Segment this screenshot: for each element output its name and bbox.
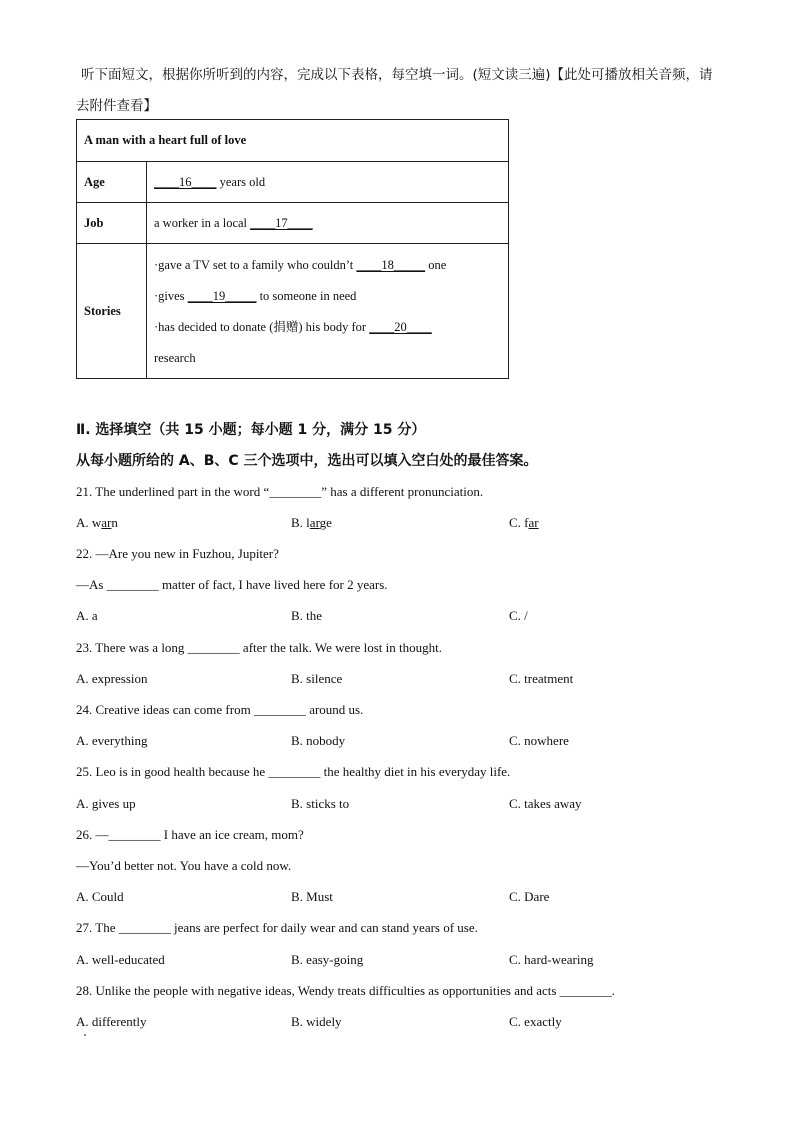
question-26-stem: 26. —________ I have an ice cream, mom? [76, 827, 304, 842]
table-title: A man with a heart full of love [77, 120, 509, 162]
question-27-stem: 27. The ________ jeans are perfect for daily wear and can stand years of use. [76, 920, 478, 935]
question-23-stem: 23. There was a long ________ after the talk. We were lost in thought. [76, 640, 442, 655]
listening-instructions: 听下面短文，根据你所听到的内容，完成以下表格，每空填一词。(短文读三遍)【此处可播放相关音频，请去附件查看】 [76, 67, 713, 114]
question-22-stem-line-2: —As ________ matter of fact, I have lived here for 2 years. [76, 577, 388, 592]
table-row-stories [77, 244, 509, 379]
question-25-options [76, 796, 716, 814]
option-a[interactable]: A. gives up [76, 796, 136, 811]
table-row-age [77, 162, 509, 203]
question-28-options [76, 1014, 716, 1032]
option-b[interactable]: B. nobody [291, 733, 346, 748]
blank-16: ____16____ [154, 174, 217, 189]
option-c[interactable]: C. Dare [509, 889, 550, 904]
story-line-4: research [154, 351, 196, 365]
table-row-job [77, 203, 509, 244]
underlined-part: ar [528, 515, 539, 530]
story-2-after: to someone in need [256, 289, 357, 303]
option-a[interactable]: A. Could [76, 889, 124, 904]
question-24-options [76, 733, 716, 751]
stories-label: Stories [77, 244, 147, 379]
story-1-after: one [425, 258, 447, 272]
question-26-stem-line-2: —You’d better not. You have a cold now. [76, 858, 292, 873]
job-label: Job [77, 203, 147, 244]
listening-table [76, 119, 509, 379]
option-a[interactable]: A. everything [76, 733, 148, 748]
question-27-options [76, 952, 716, 970]
option-a[interactable]: A. a [76, 608, 98, 623]
question-24-stem: 24. Creative ideas can come from ________ around us. [76, 702, 364, 717]
question-22-stem: 22. —Are you new in Fuzhou, Jupiter? [76, 546, 279, 561]
blank-17: ____17____ [250, 215, 313, 230]
blank-20: ____20____ [369, 320, 432, 334]
option-c[interactable]: C. / [509, 608, 528, 623]
option-b[interactable]: B. widely [291, 1014, 342, 1029]
question-28-stem: 28. Unlike the people with negative ideas, Wendy treats difficulties as opportunities and acts ________. [76, 983, 615, 998]
option-text: B. l [291, 515, 310, 530]
section-instruction: 从每小题所给的 A、B、C 三个选项中，选出可以填入空白处的最佳答案。 [76, 453, 538, 469]
option-c[interactable]: C. exactly [509, 1014, 562, 1029]
option-text: A. w [76, 515, 102, 530]
option-c[interactable]: C. takes away [509, 796, 582, 811]
age-after: years old [216, 174, 266, 189]
section-title: Ⅱ. 选择填空（共 15 小题；每小题 1 分，满分 15 分） [76, 422, 426, 438]
question-21-options [76, 515, 716, 533]
option-b[interactable]: B. Must [291, 889, 333, 904]
option-a[interactable]: A. expression [76, 671, 148, 686]
option-b[interactable]: B. the [291, 608, 323, 623]
option-b[interactable]: B. sticks to [291, 796, 350, 811]
option-c[interactable]: C. hard-wearing [509, 952, 594, 967]
story-line-1 [154, 250, 501, 281]
option-b[interactable]: B. easy-going [291, 952, 364, 967]
story-2-text: ·gives [154, 289, 188, 303]
table-title-row [77, 120, 509, 162]
story-line-2 [154, 281, 501, 312]
job-value [147, 203, 509, 244]
option-a[interactable]: A. well-educated [76, 952, 165, 967]
option-b[interactable]: B. silence [291, 671, 343, 686]
job-before: a worker in a local [154, 215, 251, 230]
underlined-part: ar [101, 515, 112, 530]
option-a[interactable] [76, 515, 118, 531]
underlined-part: ar [309, 515, 320, 530]
option-c[interactable]: C. treatment [509, 671, 574, 686]
stories-value [147, 244, 509, 379]
option-text-end: ge [319, 515, 332, 530]
story-1-text: ·gave a TV set to a family who couldn’t [154, 258, 357, 272]
question-22-options [76, 608, 716, 626]
blank-19: ____19_____ [187, 289, 257, 303]
age-label: Age [77, 162, 147, 203]
option-b[interactable] [291, 515, 332, 531]
age-value [147, 162, 509, 203]
option-text: C. f [509, 515, 529, 530]
story-3-text: ·has decided to donate (捐赠) his body for [154, 320, 370, 334]
question-23-options [76, 671, 716, 689]
option-text-end: n [111, 515, 118, 530]
question-26-options [76, 889, 716, 907]
stray-dot [84, 1034, 86, 1036]
option-a[interactable]: A. differently [76, 1014, 147, 1029]
story-line-3 [154, 312, 501, 343]
option-c[interactable] [509, 515, 539, 531]
question-25-stem: 25. Leo is in good health because he ________ the healthy diet in his everyday life. [76, 764, 511, 779]
question-21-stem: 21. The underlined part in the word “________” has a different pronunciation. [76, 484, 484, 499]
option-c[interactable]: C. nowhere [509, 733, 569, 748]
blank-18: ____18_____ [356, 258, 426, 272]
